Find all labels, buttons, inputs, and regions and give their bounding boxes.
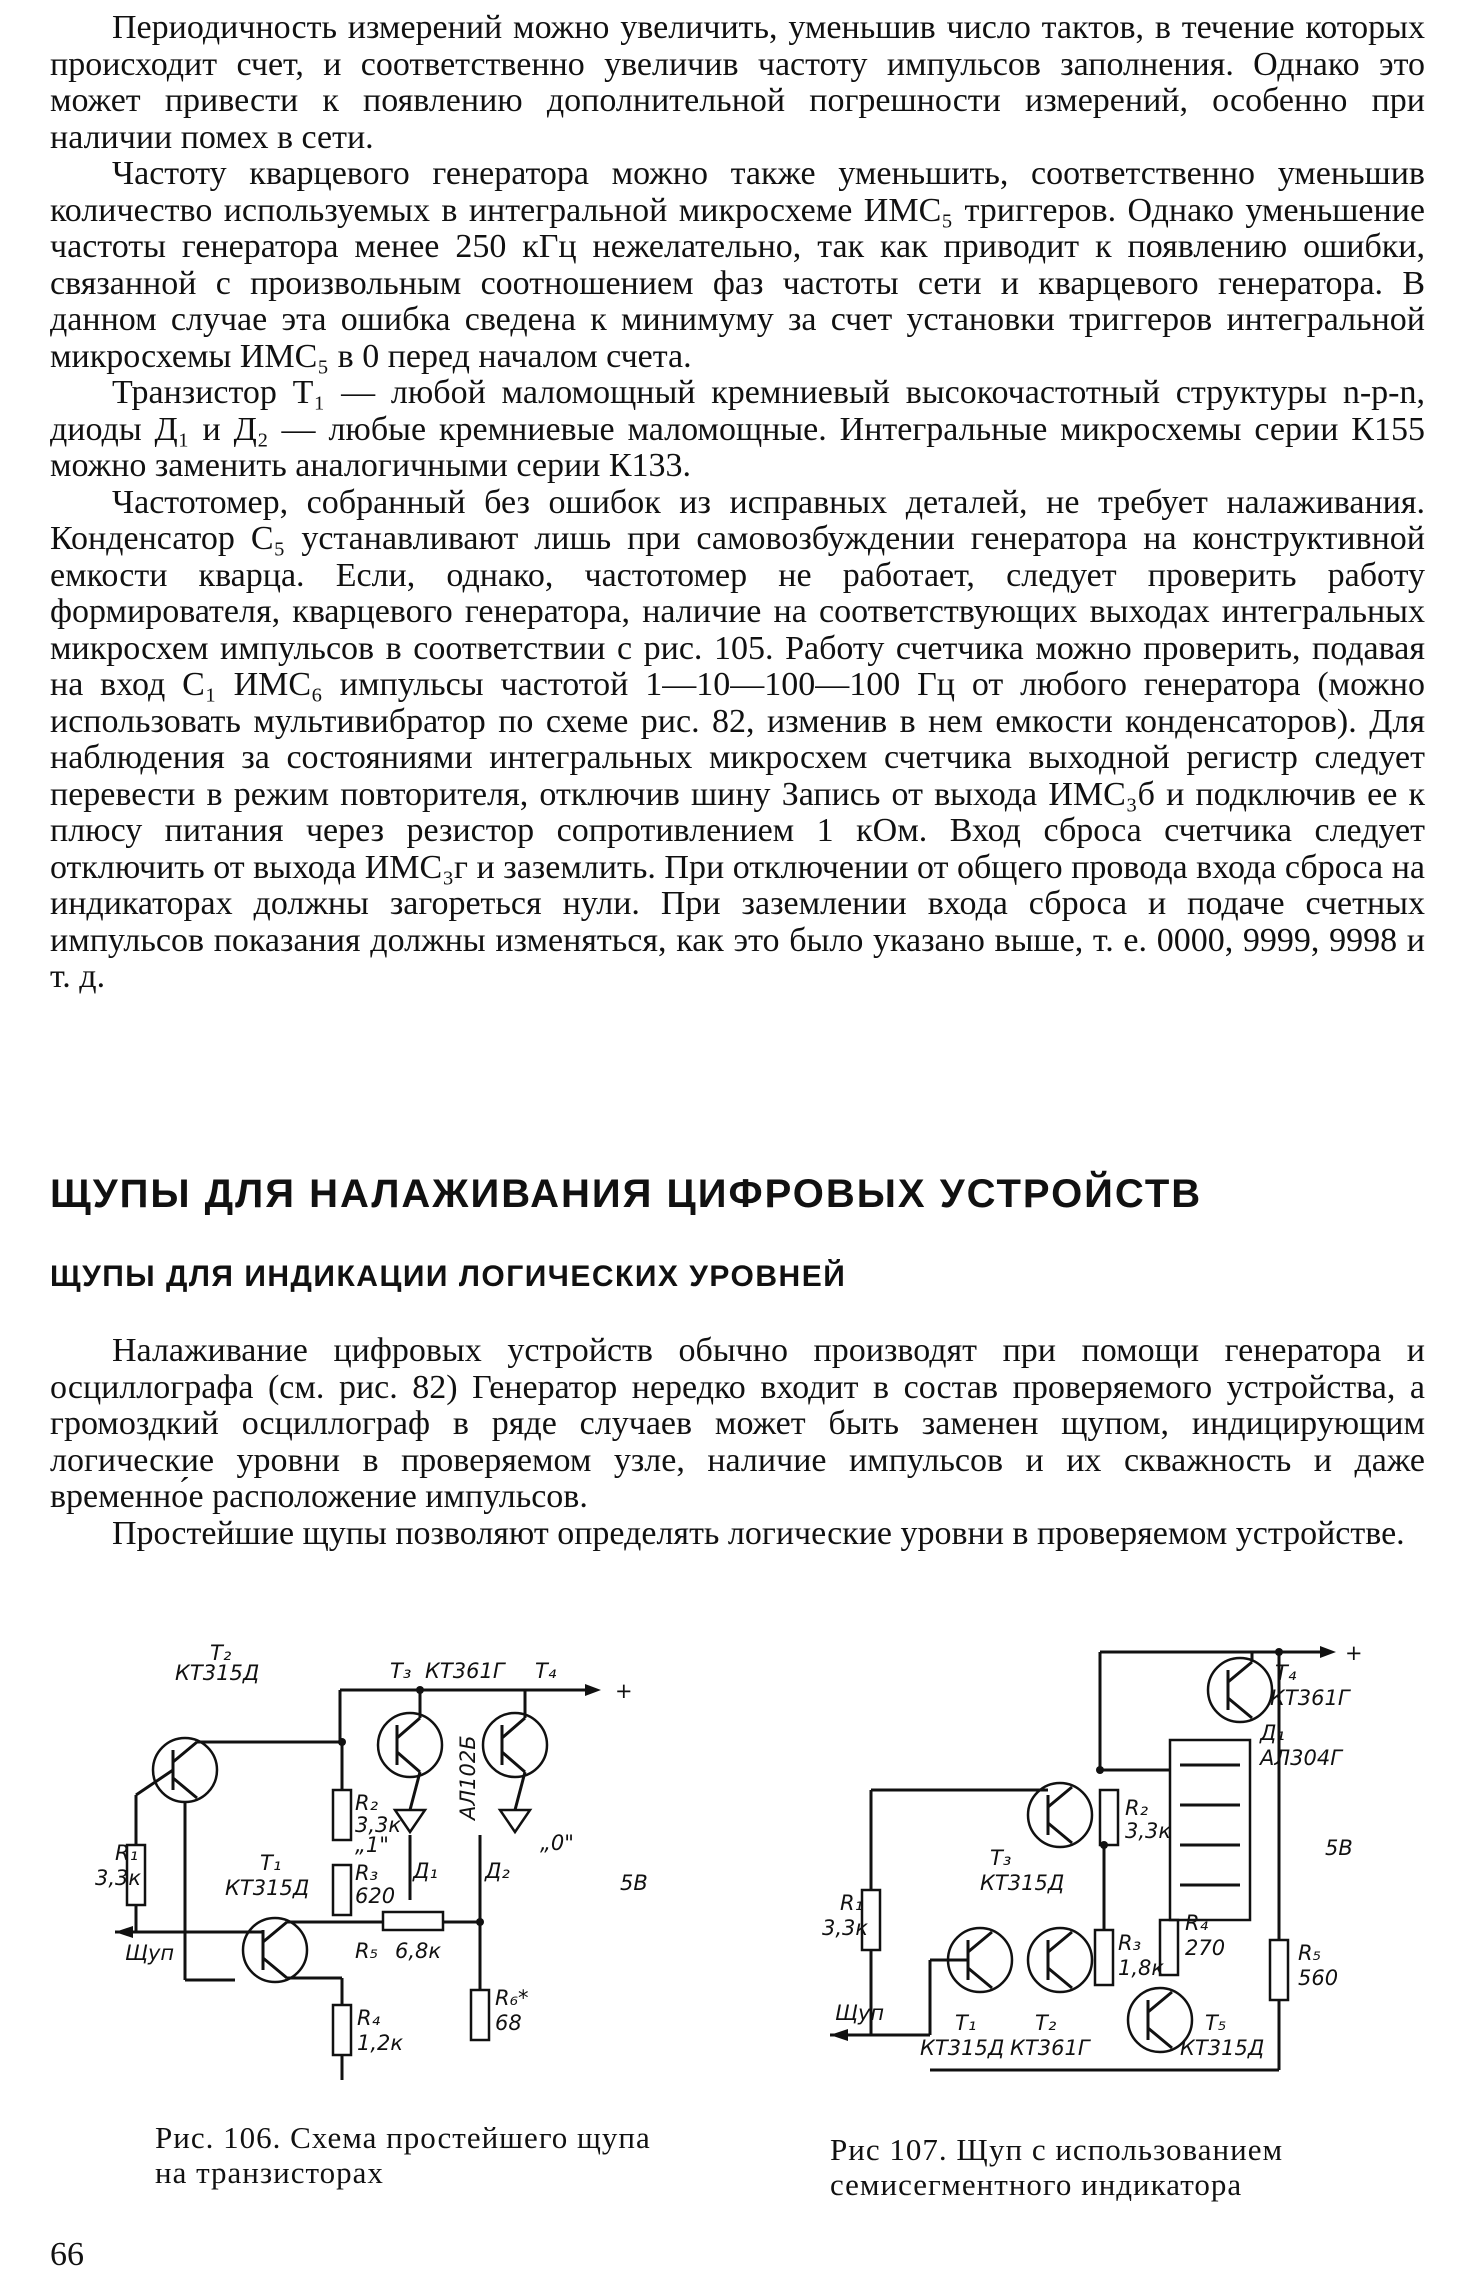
fig107-r1: R₁ <box>840 1891 864 1915</box>
fig106-r3: R₃ <box>355 1861 379 1885</box>
fig106-r3-val: 620 <box>355 1884 396 1908</box>
figure-107-caption: Рис 107. Щуп с использованием семисегментного индикатора <box>830 2132 1284 2202</box>
fig107-t3-type: КТ315Д <box>980 1871 1065 1895</box>
fig106-t1-type: КТ315Д <box>225 1876 310 1900</box>
fig106-probe: Щуп <box>125 1941 175 1965</box>
paragraph: Периодичность измерений можно увеличить, уменьшив число тактов, в течение которых происходит счет, и соответственно увеличив частоту импульсов заполнения. Однако это может привести к появлению дополнительной погрешности измерений, особенно при наличии помех в сети. <box>50 9 1425 156</box>
fig106-d2: Д₂ <box>485 1859 510 1883</box>
fig107-d1-type: АЛ304Г <box>1260 1746 1342 1770</box>
paragraph: Частоту кварцевого генератора можно также уменьшить, соответственно уменьшив количество используемых в интегральной микросхеме ИМС₅ триггеров. Однако уменьшение частоты генератора менее 250 кГц нежелательно, так как приводит к появлению ошибки, связанной с произвольным соотношением фаз частоты сети и кварцевого генератора. В данном случае эта ошибка сведена к минимуму за счет установки триггеров интегральной микросхемы ИМС₅ в 0 перед началом счета. <box>50 155 1425 375</box>
fig107-r5: R₅ <box>1298 1941 1322 1965</box>
body-text-bottom <box>50 1333 1425 1552</box>
body-text-top <box>50 10 1425 996</box>
figure-107-schematic <box>822 1640 1390 2120</box>
fig106-voltage: 5В <box>620 1871 648 1895</box>
fig107-r2-val: 3,3к <box>1125 1819 1172 1843</box>
fig107-t1: T₁ <box>955 2011 977 2035</box>
fig106-led-type: АЛ102Б <box>456 1735 480 1820</box>
fig107-voltage: 5В <box>1325 1836 1353 1860</box>
fig106-t3: T₃ <box>390 1659 412 1683</box>
fig106-d1: Д₁ <box>413 1859 438 1883</box>
fig107-d1: Д₁ <box>1260 1721 1285 1745</box>
fig107-probe: Щуп <box>835 2001 885 2025</box>
fig107-t2: T₂ <box>1035 2011 1057 2035</box>
fig107-r5-val: 560 <box>1298 1966 1339 1990</box>
fig106-t1: T₁ <box>260 1851 282 1875</box>
paragraph: Транзистор T₁ — любой маломощный кремниевый высокочастотный структуры n-p-n, диоды Д₁ и Д₂ — любые кремниевые маломощные. Интегральные микросхемы серии К155 можно заменить аналогичными серии К133. <box>50 374 1425 484</box>
fig107-r2: R₂ <box>1125 1796 1149 1820</box>
section-title: ЩУПЫ ДЛЯ НАЛАЖИВАНИЯ ЦИФРОВЫХ УСТРОЙСТВ <box>50 1172 1203 1216</box>
fig106-r6: R₆* <box>495 1986 529 2010</box>
paragraph: Простейшие щупы позволяют определять логические уровни в проверяемом устройстве. <box>112 1514 1405 1552</box>
fig106-r1-val: 3,3к <box>95 1866 142 1890</box>
fig107-t3: T₃ <box>990 1846 1012 1870</box>
fig106-r1: R₁ <box>115 1841 139 1865</box>
fig106-t2: T₂ <box>210 1641 232 1665</box>
fig107-t4: T₄ <box>1275 1661 1297 1685</box>
fig107-t5-type: КТ315Д <box>1180 2036 1265 2060</box>
fig106-r6-val: 68 <box>495 2011 522 2035</box>
paragraph: Налаживание цифровых устройств обычно производят при помощи генератора и осциллографа (см. рис. 82) Генератор нередко входит в состав проверяемого устройства, а громоздкий осциллограф в ряде случаев может быть заменен щупом, индицирующим логические уровни в проверяемом узле, наличие импульсов и их скважность и даже временно́е расположение импульсов. <box>50 1332 1425 1515</box>
fig107-t1-type: КТ315Д <box>920 2036 1005 2060</box>
fig107-r4-val: 270 <box>1185 1936 1226 1960</box>
subsection-title: ЩУПЫ ДЛЯ ИНДИКАЦИИ ЛОГИЧЕСКИХ УРОВНЕЙ <box>50 1260 847 1293</box>
fig107-t5: T₅ <box>1205 2011 1227 2035</box>
fig106-r2: R₂ <box>355 1791 379 1815</box>
fig107-plus: + <box>1345 1641 1363 1665</box>
fig106-led0: „0" <box>540 1831 574 1855</box>
figure-106-caption: Рис. 106. Схема простейшего щупа на транзисторах <box>155 2120 651 2190</box>
fig106-plus: + <box>615 1679 633 1703</box>
paragraph: Частотомер, собранный без ошибок из исправных деталей, не требует налаживания. Конденсатор C₅ устанавливают лишь при самовозбуждении генератора на конструктивной емкости кварца. Если, однако, частотомер не работает, следует проверить работу формирователя, кварцевого генератора, наличие на соответствующих выходах интегральных микросхем импульсов в соответствии с рис. 105. Работу счетчика можно проверить, подавая на вход C₁ ИМС₆ импульсы частотой 1—10—100—100 Гц от любого генератора (можно использовать мультивибратор по схеме рис. 82, изменив в нем емкости конденсаторов). Для наблюдения за состояниями интегральных микросхем счетчика выходной регистр следует перевести в режим повторителя, отключив шину Запись от выхода ИМС₃б и подключив ее к плюсу питания через резистор сопротивлением 1 кОм. Вход сброса счетчика следует отключить от выхода ИМС₃г и заземлить. При отключении от общего провода входа сброса на индикаторах должны загореться нули. При заземлении входа сброса и подаче счетных импульсов показания должны изменяться, как это было указано выше, т. е. 0000, 9999, 9998 и т. д. <box>50 483 1425 995</box>
figure-106-schematic <box>95 1641 675 2090</box>
fig106-t4: T₄ <box>535 1659 557 1683</box>
fig106-t34-type: КТ361Г <box>425 1659 505 1683</box>
fig107-r1-val: 3,3к <box>822 1916 869 1940</box>
fig106-r5-val: 6,8к <box>395 1939 442 1963</box>
fig106-r2-val: 3,3к <box>355 1813 402 1837</box>
fig106-t2-type: КТ315Д <box>175 1661 260 1685</box>
fig106-r5: R₅ <box>355 1939 379 1963</box>
fig107-t4-type: КТ361Г <box>1270 1686 1350 1710</box>
fig107-r3: R₃ <box>1118 1931 1142 1955</box>
fig107-r4: R₄ <box>1185 1911 1209 1935</box>
fig107-r3-val: 1,8к <box>1118 1956 1165 1980</box>
page-number: 66 <box>50 2236 84 2273</box>
fig106-r4-val: 1,2к <box>357 2031 404 2055</box>
fig107-t2-type: КТ361Г <box>1010 2036 1090 2060</box>
fig106-r4: R₄ <box>357 2006 381 2030</box>
fig106-led1: „1" <box>355 1833 389 1857</box>
